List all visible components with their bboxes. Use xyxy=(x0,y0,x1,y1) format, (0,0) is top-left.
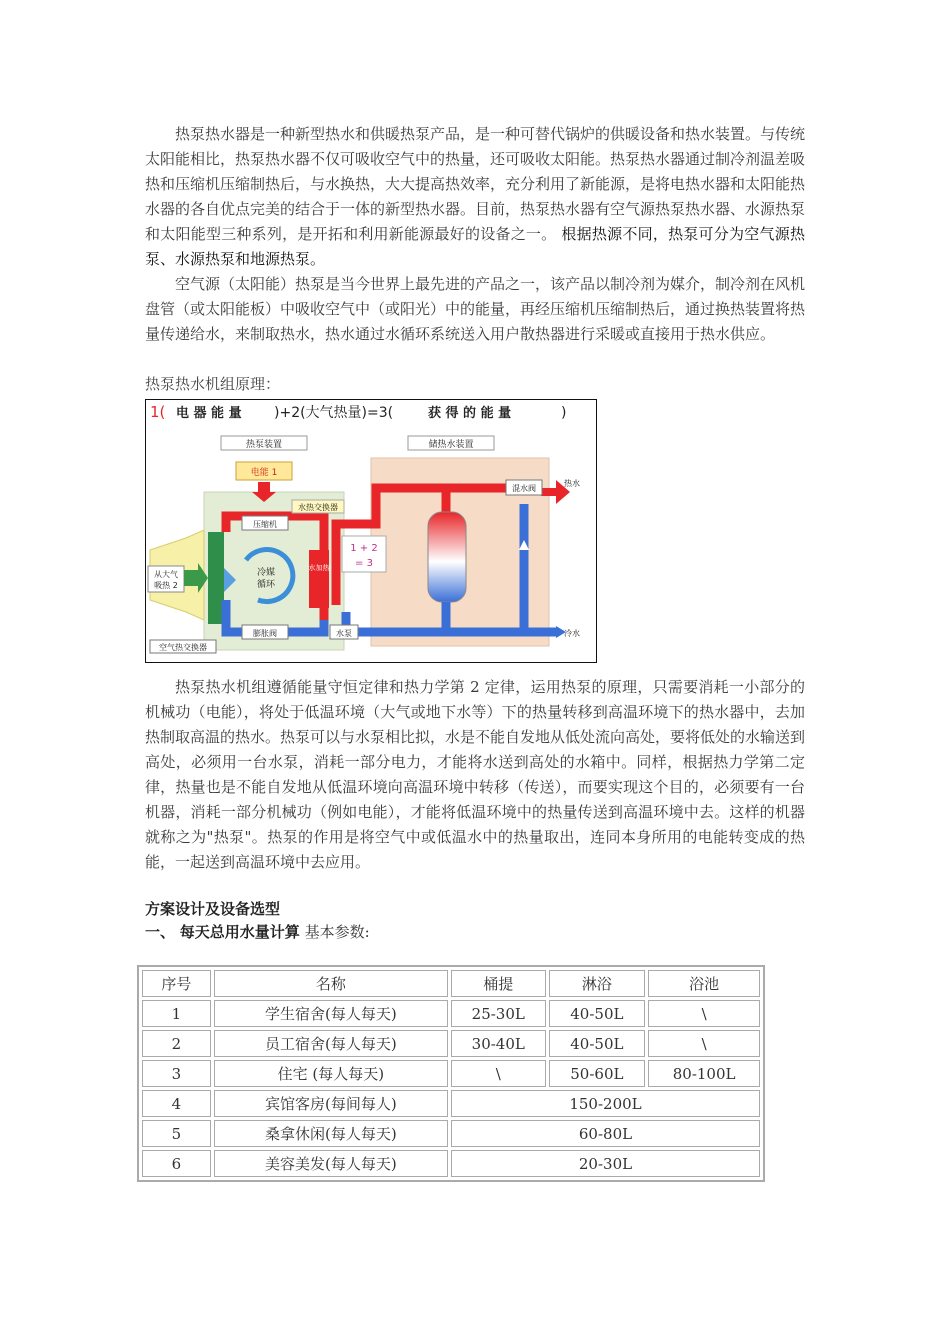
paragraph-air-source: 空气源（太阳能）热泵是当今世界上最先进的产品之一，该产品以制冷剂为媒介，制冷剂在风机盘管（或太阳能板）中吸收空气中（或阳光）中的能量，再经压缩机压缩制热后，通过换热装置将热量传递给水，来制取热水，热水通过水循环系统送入用户散热器进行采暖或直接用于热水供应。 xyxy=(145,275,806,343)
water-pump-label: 水泵 xyxy=(336,629,352,638)
table-cell: 桑拿休闲(每人每天) xyxy=(214,1120,448,1147)
table-header-row xyxy=(142,970,760,997)
paragraph-intro xyxy=(145,122,805,272)
subsection-number: 一、 xyxy=(145,923,176,941)
hot-water-label: 热水 xyxy=(564,479,580,488)
table-cell: \ xyxy=(648,1000,760,1027)
table-cell: 1 xyxy=(142,1000,211,1027)
formula-t1: 电 器 能 量 xyxy=(176,406,242,421)
table-row xyxy=(142,1060,760,1087)
table-row xyxy=(142,1030,760,1057)
sum-line-1: 1 + 2 xyxy=(350,543,378,554)
mixing-valve-label: 混水阀 xyxy=(512,484,536,493)
header-name: 名称 xyxy=(214,970,448,997)
cycle-label-1: 冷媒 xyxy=(256,568,276,578)
paragraph-principle: 热泵热水机组遵循能量守恒定律和热力学第 2 定律，运用热泵的原理，只需要消耗一小部分的机械功（电能），将处于低温环境（大气或地下水等）下的热量转移到高温环境下的热水器中，去加热制取高温的热水。热泵可以与水泵相比拟，水是不能自发地从低处流向高处，要将低处的水输送到高处，必须用一台水泵，消耗一部分电力，才能将水送到高处的水箱中。同样，根据热力学第二定律，热量也是不能自发地从低温环境向高温环境中转移（传送），而要实现这个目的，必须要有一台机器，消耗一部分机械功（例如电能），才能将低温环境中的热量传送到高温环境中去。这样的机器就称之为"热泵"。热泵的作用是将空气中或低温水中的热量取出，连同本身所用的电能转变成的热能，一起送到高温环境中去应用。 xyxy=(145,678,806,871)
table-cell: 50-60L xyxy=(549,1060,646,1087)
cold-water-label: 冷水 xyxy=(564,629,580,638)
intro-text: 热泵热水器是一种新型热水和供暖热泵产品，是一种可替代锅炉的供暖设备和热水装置。与传统太阳能相比，热泵热水器不仅可吸收空气中的热量，还可吸收太阳能。热泵热水器通过制冷剂温差吸热和压缩机压缩制热后，与水换热，大大提高热效率，充分利用了新能源，是将电热水器和太阳能热水器的各自优点完美的结合于一体的新型热水器。目前，热泵热水器有空气源热泵热水器、水源热泵和太阳能型三种系列，是开拓和利用新能源最好的设备之一。 xyxy=(145,125,806,243)
subsection-title xyxy=(145,921,805,943)
header-bucket: 桶提 xyxy=(451,970,546,997)
formula-p1: )+2(大气热量)=3( xyxy=(274,405,394,421)
table-cell: 40-50L xyxy=(549,1030,646,1057)
air-heat-text-2: 吸热 2 xyxy=(154,581,178,590)
diagram-caption: 热泵热水机组原理： xyxy=(145,375,281,393)
table-cell: 住宅 (每人每天) xyxy=(214,1060,448,1087)
heat-pump-diagram xyxy=(145,399,597,663)
water-usage-table xyxy=(137,965,765,1182)
heat-source-text: 根据热源不同，热泵可分为空气源热泵、水源热泵和地源热泵。 xyxy=(145,225,805,268)
table-row xyxy=(142,1000,760,1027)
header-shower: 淋浴 xyxy=(549,970,646,997)
table-row xyxy=(142,1150,760,1177)
air-exchanger-label: 空气热交换器 xyxy=(159,643,207,652)
header-index: 序号 xyxy=(142,970,211,997)
sum-line-2: = 3 xyxy=(355,558,373,569)
subsection-suffix: 基本参数: xyxy=(304,923,370,941)
table-cell: 25-30L xyxy=(451,1000,546,1027)
table-cell: 宾馆客房(每间每人) xyxy=(214,1090,448,1117)
heat-pump-label: 热泵装置 xyxy=(245,440,283,450)
table-cell: 5 xyxy=(142,1120,211,1147)
table-row xyxy=(142,1120,760,1147)
table-cell: \ xyxy=(451,1060,546,1087)
header-bath: 浴池 xyxy=(648,970,760,997)
table-cell: \ xyxy=(648,1030,760,1057)
table-cell: 3 xyxy=(142,1060,211,1087)
cycle-label-2: 循环 xyxy=(256,580,276,590)
formula-n1: 1( xyxy=(150,403,166,421)
table-cell: 80-100L xyxy=(648,1060,760,1087)
table-cell: 20-30L xyxy=(451,1150,760,1177)
water-tank xyxy=(428,512,466,602)
formula-t3: 获 得 的 能 量 xyxy=(428,406,512,421)
table-cell: 4 xyxy=(142,1090,211,1117)
air-heat-text-1: 从大气 xyxy=(154,570,178,579)
table-cell: 40-50L xyxy=(549,1000,646,1027)
table-row xyxy=(142,1090,760,1117)
water-heating-label: 水加热 xyxy=(308,564,330,572)
expansion-valve-label: 膨胀阀 xyxy=(253,629,277,638)
table-cell: 60-80L xyxy=(451,1120,760,1147)
table-cell: 员工宿舍(每人每天) xyxy=(214,1030,448,1057)
table-cell: 学生宿舍(每人每天) xyxy=(214,1000,448,1027)
storage-label: 储热水装置 xyxy=(428,440,474,450)
water-heating-coil xyxy=(309,550,329,608)
table-cell: 6 xyxy=(142,1150,211,1177)
section-title: 方案设计及设备选型 xyxy=(145,900,281,918)
electric-energy-label: 电能 1 xyxy=(250,468,278,478)
formula-end: ) xyxy=(561,405,567,421)
table-cell: 150-200L xyxy=(451,1090,760,1117)
table-cell: 2 xyxy=(142,1030,211,1057)
compressor-label: 压缩机 xyxy=(253,520,277,529)
table-cell: 美容美发(每人每天) xyxy=(214,1150,448,1177)
water-exchanger-label: 水热交换器 xyxy=(298,503,338,512)
table-cell: 30-40L xyxy=(451,1030,546,1057)
subsection-name: 每天总用水量计算 xyxy=(179,923,300,941)
document-body xyxy=(145,122,805,943)
